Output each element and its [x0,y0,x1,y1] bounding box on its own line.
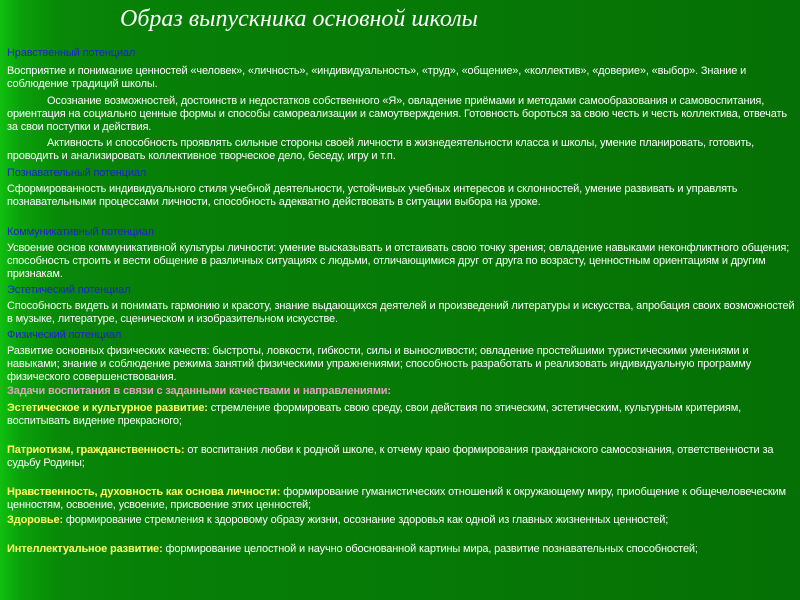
task-term: Интеллектуальное развитие: [7,543,163,555]
task-term: Патриотизм, гражданственность: [7,444,185,456]
paragraph: Активность и способность проявлять сильные стороны своей личности в жизнедеятельности класса и школы, умение планировать, готовить, проводить и анализировать коллективное творческое дело, беседу, игру и т.п. [7,137,755,162]
section-cognitive [7,167,797,209]
task-item [7,444,797,470]
task-item [7,402,797,428]
task-text: стремление формировать свою среду, свои действия по этическим, эстетическим, культурным критериям, воспитывать видение прекрасного; [7,402,742,427]
task-text: от воспитания любви к родной школе, к отчему краю формирования гражданского самосознания, ответственности за судьбу Родины; [7,444,774,469]
section-heading: Эстетический потенциал [7,284,131,296]
paragraph: Усвоение основ коммуникативной культуры личности: умение высказывать и отстаивать свою точку зрения; овладение навыками неконфликтного общения; способность строить и вести общение в различных ситуациях с людьми, отличающимися друг от друга по возрасту, ценностным ориентациям и другим признакам. [7,242,790,280]
tasks-section [7,385,797,556]
paragraph: Способность видеть и понимать гармонию и красоту, знание выдающихся деятелей и произведений литературы и искусства, апробация своих возможностей в музыке, литературе, сценическом и изобразительном искусстве. [7,300,795,325]
paragraph: Осознание возможностей, достоинств и недостатков собственного «Я», овладение приёмами и методами самообразования и самовоспитания, ориентация на социально ценные формы и способы самореализации и самоутверждения. Готовность бороться за свою честь и честь коллектива, отвечать за свои поступки и действия. [7,95,787,133]
section-heading: Нравственный потенциал [7,47,136,59]
task-item [7,543,797,556]
task-text: формирование стремления к здоровому образу жизни, осознание здоровья как одной из главных жизненных ценностей; [63,514,669,526]
section-heading: Коммуникативный потенциал [7,226,154,238]
section-communicative [7,226,797,281]
section-heading: Познавательный потенциал [7,167,147,179]
task-item [7,486,797,512]
paragraph: Восприятие и понимание ценностей «человек», «личность», «индивидуальность», «труд», «общение», «коллектив», «доверие», «выбор». Знание и соблюдение традиций школы. [7,65,747,90]
tasks-heading: Задачи воспитания в связи с заданными качествами и направлениями: [7,385,391,397]
task-term: Нравственность, духовность как основа личности: [7,486,281,498]
section-heading: Физический потенциал [7,329,122,341]
section-moral [7,47,797,163]
task-text: формирование гуманистических отношений к окружающему миру, приобщение к общечеловеческим ценностям, освоение, усвоение, присвоение этих ценностей; [7,486,786,511]
section-physical [7,329,797,384]
task-item [7,514,797,527]
paragraph: Развитие основных физических качеств: быстроты, ловкости, гибкости, силы и выносливости; овладение простейшими туристическими умениями и навыками; знание и соблюдение режима занятий физическими упражнениями; способность разработать и реализовать индивидуальную программу физического совершенствования. [7,345,752,383]
task-term: Эстетическое и культурное развитие: [7,402,208,414]
slide-title: Образ выпускника основной школы [120,6,478,32]
task-text: формирование целостной и научно обоснованной картины мира, развитие познавательных способностей; [162,543,698,555]
section-aesthetic [7,284,797,326]
task-term: Здоровье: [7,514,63,526]
paragraph: Сформированность индивидуального стиля учебной деятельности, устойчивых учебных интересов и склонностей, умение развивать и управлять познавательными процессами личности, способность адекватно действовать в ситуации выбора на уроке. [7,183,738,208]
